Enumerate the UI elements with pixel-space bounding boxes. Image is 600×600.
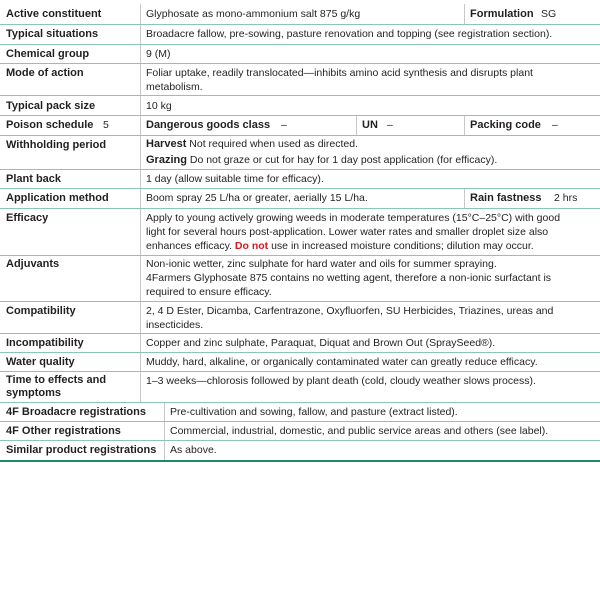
column-divider: [140, 189, 141, 208]
packing-code-label: Packing code: [470, 119, 541, 131]
plant-back-value: 1 day (allow suitable time for efficacy).: [146, 173, 324, 185]
time-to-effects-value: 1–3 weeks—chlorosis followed by plant death (cold, cloudy weather slows process).: [146, 375, 536, 387]
incompatibility-value: Copper and zinc sulphate, Paraquat, Diquat and Brown Out (SpraySeed®).: [146, 337, 496, 349]
column-divider: [140, 256, 141, 301]
column-divider: [140, 170, 141, 188]
time-to-effects-label-line2: symptoms: [6, 387, 62, 399]
compatibility-line1: 2, 4 D Ester, Dicamba, Carfentrazone, Oxyfluorfen, SU Herbicides, Triazines, ureas and: [146, 305, 554, 317]
chemical-group-value: 9 (M): [146, 48, 171, 60]
row-poison-schedule: [0, 116, 600, 136]
similar-registrations-value: As above.: [170, 444, 217, 456]
typical-pack-size-label: Typical pack size: [6, 100, 96, 112]
active-constituent-value: Glyphosate as mono-ammonium salt 875 g/kg: [146, 8, 361, 20]
water-quality-label: Water quality: [6, 356, 75, 368]
adjuvants-line2: 4Farmers Glyphosate 875 contains no wetting agent, therefore a non-ionic surfactant is: [146, 272, 552, 284]
other-registrations-label: 4F Other registrations: [6, 425, 121, 437]
chemical-group-label: Chemical group: [6, 48, 90, 60]
typical-situations-value: Broadacre fallow, pre-sowing, pasture renovation and topping (see registration section).: [146, 28, 553, 40]
efficacy-label: Efficacy: [6, 212, 49, 224]
formulation-label: Formulation: [470, 8, 534, 20]
un-value: –: [387, 119, 393, 131]
time-to-effects-label-line1: Time to effects and: [6, 374, 107, 386]
row-water-quality: [0, 353, 600, 372]
application-method-value: Boom spray 25 L/ha or greater, aerially 15 L/ha.: [146, 192, 368, 204]
mode-of-action-line1: Foliar uptake, readily translocated—inhibits amino acid synthesis and disrupts plant: [146, 67, 533, 79]
similar-registrations-label: Similar product registrations: [6, 444, 157, 456]
column-divider: [140, 4, 141, 24]
water-quality-value: Muddy, hard, alkaline, or organically contaminated water can greatly reduce efficacy.: [146, 356, 538, 368]
grazing-label: Grazing: [146, 154, 187, 166]
column-divider: [140, 45, 141, 63]
row-chemical-group: [0, 45, 600, 64]
column-divider: [140, 372, 141, 402]
active-constituent-label: Active constituent: [6, 8, 102, 20]
column-divider: [140, 302, 141, 333]
harvest-label: Harvest: [146, 138, 187, 150]
withholding-period-label: Withholding period: [6, 139, 107, 151]
row-plant-back: [0, 170, 600, 189]
grazing-value: Do not graze or cut for hay for 1 day post application (for efficacy).: [189, 154, 498, 166]
grazing-line: [146, 153, 497, 167]
harvest-value: Not required when used as directed.: [189, 138, 358, 150]
rain-fastness-value: 2 hrs: [554, 192, 578, 204]
adjuvants-line3: required to ensure efficacy.: [146, 286, 272, 298]
row-incompatibility: [0, 334, 600, 353]
poison-schedule-value: 5: [103, 119, 109, 131]
efficacy-line1: Apply to young actively growing weeds in moderate temperatures (15°C–25°C) with good: [146, 212, 561, 224]
column-divider: [140, 334, 141, 352]
application-method-label: Application method: [6, 192, 109, 204]
column-divider: [140, 136, 141, 169]
row-other-registrations: [0, 422, 600, 441]
row-compatibility: [0, 302, 600, 334]
compatibility-label: Compatibility: [6, 305, 76, 317]
typical-situations-label: Typical situations: [6, 28, 99, 40]
column-divider: [464, 189, 465, 208]
formulation-value: SG: [541, 8, 557, 20]
incompatibility-label: Incompatibility: [6, 337, 84, 349]
adjuvants-line1: Non-ionic wetter, zinc sulphate for hard water and oils for summer spraying.: [146, 258, 497, 270]
row-application-method: [0, 189, 600, 209]
packing-code-value: –: [552, 119, 558, 131]
column-divider: [140, 64, 141, 95]
column-divider: [464, 116, 465, 135]
adjuvants-label: Adjuvants: [6, 258, 60, 270]
row-broadacre-registrations: [0, 403, 600, 422]
un-label: UN: [362, 119, 378, 131]
column-divider: [464, 4, 465, 24]
broadacre-registrations-value: Pre-cultivation and sowing, fallow, and pasture (extract listed).: [170, 406, 458, 418]
broadacre-registrations-label: 4F Broadacre registrations: [6, 406, 146, 418]
compatibility-line2: insecticides.: [146, 319, 204, 331]
row-withholding-period: [0, 136, 600, 170]
row-typical-pack-size: [0, 96, 600, 116]
do-not-warning: Do not: [234, 240, 269, 252]
typical-pack-size-value: 10 kg: [146, 100, 172, 112]
column-divider: [164, 403, 165, 421]
plant-back-label: Plant back: [6, 173, 62, 185]
row-similar-product-registrations: [0, 441, 600, 462]
column-divider: [140, 116, 141, 135]
dangerous-goods-label: Dangerous goods class: [146, 119, 271, 131]
mode-of-action-label: Mode of action: [6, 67, 84, 79]
row-typical-situations: [0, 25, 600, 45]
efficacy-line3: [146, 239, 534, 253]
column-divider: [140, 96, 141, 115]
other-registrations-value: Commercial, industrial, domestic, and public service areas and others (see label).: [170, 425, 549, 437]
mode-of-action-line2: metabolism.: [146, 81, 203, 93]
row-time-to-effects: [0, 372, 600, 403]
row-active-constituent: [0, 4, 600, 25]
row-mode-of-action: [0, 64, 600, 96]
efficacy-line3-end: use in increased moisture conditions; dilution may occur.: [271, 240, 534, 252]
rain-fastness-label: Rain fastness: [470, 192, 542, 204]
row-adjuvants: [0, 256, 600, 302]
efficacy-line3-start: enhances efficacy.: [146, 240, 232, 252]
row-efficacy: [0, 209, 600, 256]
poison-schedule-label: Poison schedule: [6, 119, 94, 131]
column-divider: [140, 353, 141, 371]
column-divider: [140, 25, 141, 44]
column-divider: [356, 116, 357, 135]
column-divider: [164, 422, 165, 440]
efficacy-line2: light for several hours post-application. Lower water rates and smaller droplet size also: [146, 226, 549, 238]
column-divider: [140, 209, 141, 255]
dangerous-goods-value: –: [281, 119, 287, 131]
column-divider: [164, 441, 165, 460]
harvest-line: [146, 137, 358, 151]
